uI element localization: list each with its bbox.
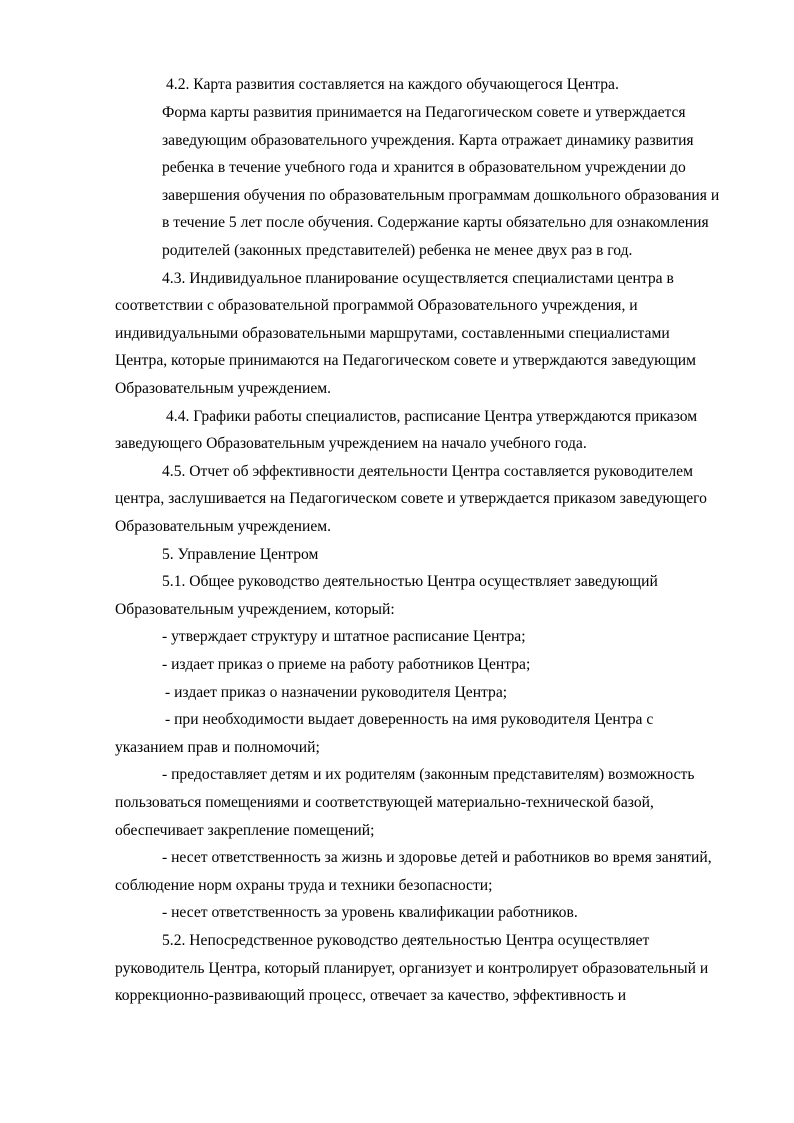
paragraph-line: завершения обучения по образовательным программам дошкольного образования и: [162, 187, 720, 204]
paragraph-line: 4.5. Отчет об эффективности деятельности Центра составляется руководителем: [162, 463, 693, 480]
paragraph-line: заведующим образовательного учреждения. Карта отражает динамику развития: [162, 132, 694, 149]
paragraph-line: коррекционно-развивающий процесс, отвечает за качество, эффективность и: [115, 987, 627, 1004]
list-item: - утверждает структуру и штатное расписание Центра;: [162, 628, 526, 645]
paragraph-line: 5.1. Общее руководство деятельностью Центра осуществляет заведующий: [162, 573, 658, 590]
paragraph-line: заведующего Образовательным учреждением на начало учебного года.: [115, 435, 587, 452]
paragraph-line: Образовательным учреждением, который:: [115, 601, 395, 618]
paragraph-line: 4.3. Индивидуальное планирование осуществляется специалистами центра в: [162, 270, 674, 287]
list-item: - несет ответственность за уровень квалификации работников.: [162, 904, 578, 921]
paragraph-line: центра, заслушивается на Педагогическом совете и утверждается приказом заведующего: [115, 490, 707, 507]
list-item: - издает приказ о назначении руководителя Центра;: [165, 684, 508, 701]
section-heading: 5. Управление Центром: [162, 546, 319, 563]
list-item: - издает приказ о приеме на работу работников Центра;: [162, 656, 531, 673]
list-item: - несет ответственность за жизнь и здоровье детей и работников во время занятий,: [162, 849, 712, 866]
paragraph-line: Центра, которые принимаются на Педагогическом совете и утверждаются заведующим: [115, 352, 697, 369]
list-item: - предоставляет детям и их родителям (законным представителям) возможность: [162, 766, 695, 783]
paragraph-line: соответствии с образовательной программой Образовательного учреждения, и: [115, 297, 638, 314]
paragraph-line: ребенка в течение учебного года и хранится в образовательном учреждении до: [162, 159, 686, 176]
paragraph-line: родителей (законных представителей) ребенка не менее двух раз в год.: [162, 242, 633, 259]
paragraph-line: индивидуальными образовательными маршрутами, составленными специалистами: [115, 325, 670, 342]
list-item: - при необходимости выдает доверенность на имя руководителя Центра с: [165, 711, 654, 728]
paragraph-line: обеспечивает закрепление помещений;: [115, 822, 375, 839]
paragraph-line: Образовательным учреждением.: [115, 518, 332, 535]
paragraph-line: указанием прав и полномочий;: [115, 739, 320, 756]
paragraph-line: руководитель Центра, который планирует, организует и контролирует образовательный и: [115, 960, 709, 977]
paragraph-line: 4.2. Карта развития составляется на каждого обучающегося Центра.: [166, 76, 619, 93]
paragraph-line: 4.4. Графики работы специалистов, расписание Центра утверждаются приказом: [166, 408, 698, 425]
paragraph-line: 5.2. Непосредственное руководство деятельностью Центра осуществляет: [162, 932, 650, 949]
paragraph-line: в течение 5 лет после обучения. Содержание карты обязательно для ознакомления: [162, 214, 709, 231]
paragraph-line: Форма карты развития принимается на Педагогическом совете и утверждается: [162, 104, 686, 121]
paragraph-line: соблюдение норм охраны труда и техники безопасности;: [115, 877, 493, 894]
paragraph-line: Образовательным учреждением.: [115, 380, 332, 397]
paragraph-line: пользоваться помещениями и соответствующей материально-технической базой,: [115, 794, 654, 811]
